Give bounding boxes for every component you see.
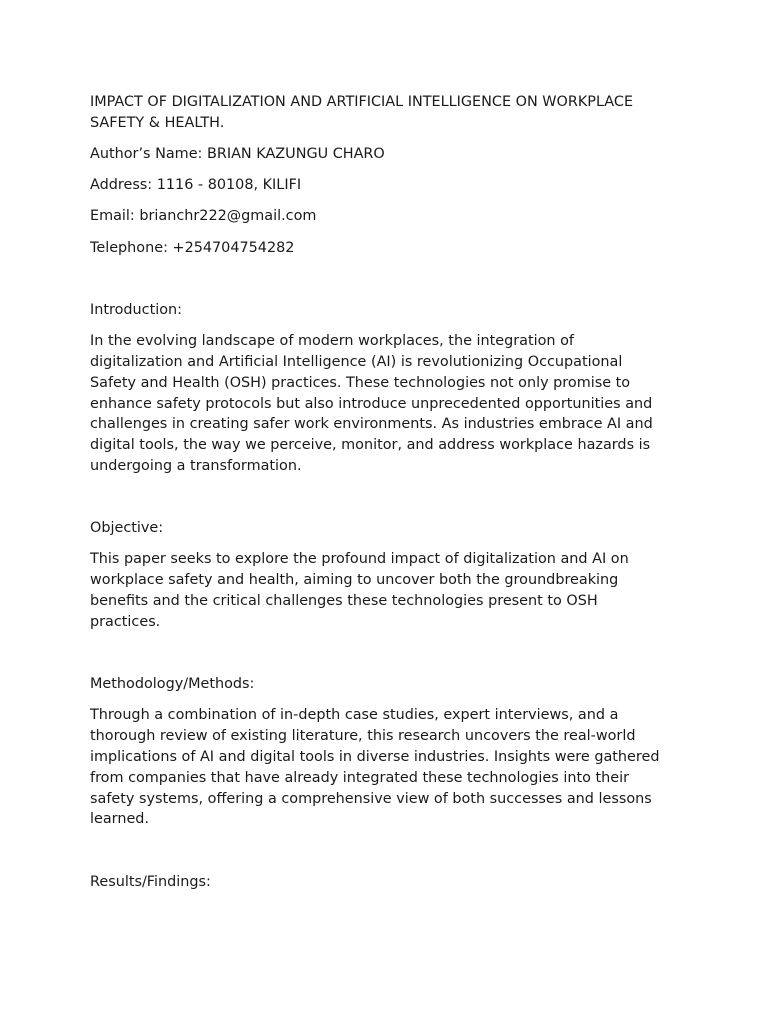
author-address: Address: 1116 - 80108, KILIFI bbox=[90, 177, 302, 194]
author-name: Author’s Name: BRIAN KAZUNGU CHARO bbox=[90, 145, 385, 162]
author-email: Email: brianchr222@gmail.com bbox=[90, 208, 317, 225]
author-telephone: Telephone: +254704754282 bbox=[90, 239, 295, 256]
section-body-objective: This paper seeks to explore the profound impact of digitalization and AI on workplace safety and health, aiming to uncover both the groundbreaking benefits and the critical challenges these technologies present to OSH practices. bbox=[90, 551, 629, 630]
document-page bbox=[90, 92, 670, 903]
document-title: IMPACT OF DIGITALIZATION AND ARTIFICIAL INTELLIGENCE ON WORKPLACE SAFETY & HEALTH. bbox=[90, 94, 634, 131]
section-body-methodology: Through a combination of in-depth case studies, expert interviews, and a thorough review of existing literature, this research uncovers the real-world implications of AI and digital tools in diverse industries. Insights were gathered from companies that have already integrated these technologies into their safety systems, offering a comprehensive view of both successes and lessons learned. bbox=[90, 707, 660, 828]
section-heading-introduction: Introduction: bbox=[90, 301, 182, 318]
section-heading-methodology: Methodology/Methods: bbox=[90, 676, 255, 693]
section-heading-objective: Objective: bbox=[90, 520, 164, 537]
section-heading-results: Results/Findings: bbox=[90, 873, 211, 890]
section-body-introduction: In the evolving landscape of modern workplaces, the integration of digitalization and Artificial Intelligence (AI) is revolutionizing Occupational Safety and Health (OSH) practices. These technologies not only promise to enhance safety protocols but also introduce unprecedented opportunities and challenges in creating safer work environments. As industries embrace AI and digital tools, the way we perceive, monitor, and address workplace hazards is undergoing a transformation. bbox=[90, 333, 653, 474]
